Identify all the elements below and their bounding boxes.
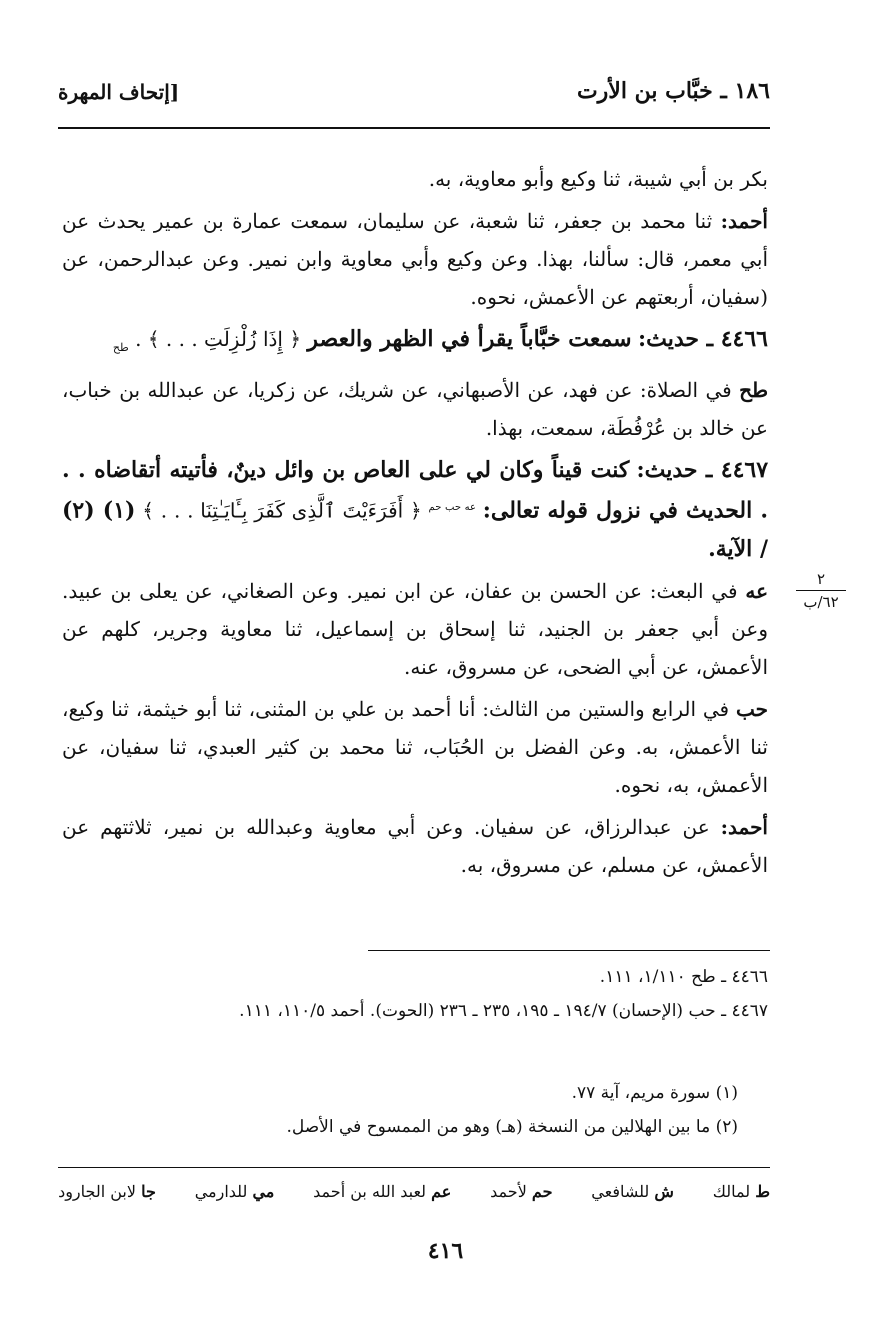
footnotes <box>62 1076 738 1144</box>
page-number: ٤١٦ <box>427 1238 464 1264</box>
main-text <box>62 160 768 888</box>
source-key: طح <box>739 378 768 402</box>
paragraph-text: في البعث: عن الحسن بن عفان، عن ابن نمير. وعن الصغاني، عن يعلى بن عبيد. وعن أبي جعفر بن الجنيد، ثنا إسحاق بن إسماعيل، ثنا معاوية وجرير، كلهم عن الأعمش، عن أبي الضحى، عن مسروق، عنه. <box>62 578 768 679</box>
siglum: جا لابن الجارود <box>58 1182 156 1201</box>
paragraph-ibn-hibban <box>62 690 768 804</box>
hadith-text: كنت قيناً وكان لي على العاص بن وائل دينٌ، فأتيته أتقاضاه . . . الحديث في نزول قوله تعالى: <box>62 457 768 524</box>
folio-note: ٢ <box>796 570 846 591</box>
hadith-number: ٤٤٦٧ ـ حديث: <box>636 457 769 483</box>
paragraph-tahawi <box>62 371 768 447</box>
folio-number: ٦٢/ب <box>803 593 839 611</box>
footnote-2: (٢) ما بين الهلالين من النسخة (هـ) وهو من الممسوح في الأصل. <box>286 1117 738 1137</box>
reference-4467: ٤٤٦٧ ـ حب (الإحسان) ١٩٤/٧ ـ ١٩٥، ٢٣٥ ـ ٢٣٦ (الحوت). أحمد ١١٠/٥، ١١١. <box>239 1001 768 1021</box>
siglum: عم لعبد الله بن أحمد <box>313 1182 452 1201</box>
source-mark: عه حب حم <box>428 502 476 513</box>
paragraph-ahmad-2 <box>62 808 768 884</box>
source-key: أحمد: <box>720 209 768 233</box>
source-key: عه <box>745 578 768 603</box>
hadith-number: ٤٤٦٦ ـ حديث: <box>637 326 768 352</box>
paragraph-text: في الصلاة: عن فهد، عن الأصبهاني، عن شريك، عن زكريا، عن عبدالله بن خباب، عن خالد بن عُرْفُطَة، سمعت، بهذا. <box>62 378 768 440</box>
source-key: حب <box>735 696 768 721</box>
paragraph-1 <box>62 160 768 198</box>
quran-quote: ﴿ أَفَرَءَيْتَ ٱلَّذِى كَفَرَ بِـَٔايَـٰتِنَا . . . ﴾ <box>142 498 422 523</box>
paragraph-text: بكر بن أبي شيبة، ثنا وكيع وأبو معاوية، به. <box>428 167 768 191</box>
chapter-title: ١٨٦ ـ خبَّاب بن الأرت <box>576 78 770 104</box>
footnote-1: (١) سورة مريم، آية ٧٧. <box>571 1083 738 1103</box>
book-title: [إتحاف المهرة <box>58 80 180 104</box>
paragraph-abu-awana <box>62 572 768 686</box>
paragraph-text: عن عبدالرزاق، عن سفيان. وعن أبي معاوية وعبدالله بن نمير، ثلاثتهم عن الأعمش، عن مسلم، عن مسروق، به. <box>62 814 768 877</box>
quran-quote: ﴿ إِذَا زُلْزِلَتِ . . . ﴾ . <box>135 327 302 351</box>
manuscript-folio-ref <box>796 570 846 611</box>
running-header <box>58 78 770 114</box>
hadith-text: سمعت خبَّاباً يقرأ في الظهر والعصر <box>307 326 632 352</box>
sigla-legend <box>58 1182 770 1201</box>
sigla-divider <box>58 1167 770 1168</box>
paragraph-ahmad-1 <box>62 202 768 316</box>
paragraph-text: ثنا محمد بن جعفر، ثنا شعبة، عن سليمان، سمعت عمارة بن عمير يحدث عن أبي معمر، قال: سألنا، بهذا. وعن وكيع وأبي معاوية وابن نمير. وعن عبدالرحمن، عن (سفيان، أربعتهم عن الأعمش، نحوه. <box>62 209 768 309</box>
source-mark: طح <box>112 341 129 354</box>
footnote-divider <box>368 950 770 951</box>
siglum: ط لمالك <box>712 1182 770 1201</box>
siglum: مي للدارمي <box>194 1182 275 1201</box>
header-divider <box>58 127 770 129</box>
siglum: ش للشافعي <box>591 1182 674 1201</box>
hadith-tail: (١) (٢) / الآية. <box>62 497 768 562</box>
siglum: حم لأحمد <box>490 1182 553 1201</box>
source-key: أحمد: <box>720 814 768 839</box>
hadith-4467-heading <box>62 451 768 568</box>
reference-4466: ٤٤٦٦ ـ طح ١/١١٠، ١١١. <box>599 967 768 987</box>
hadith-4466-heading <box>62 320 768 367</box>
paragraph-text: في الرابع والستين من الثالث: أنا أحمد بن علي بن المثنى، ثنا أبو خيثمة، ثنا وكيع، ثنا الأعمش، به. وعن الفضل بن الحُبَاب، ثنا محمد بن كثير العبدي، ثنا سفيان، عن الأعمش، به، نحوه. <box>62 696 768 797</box>
